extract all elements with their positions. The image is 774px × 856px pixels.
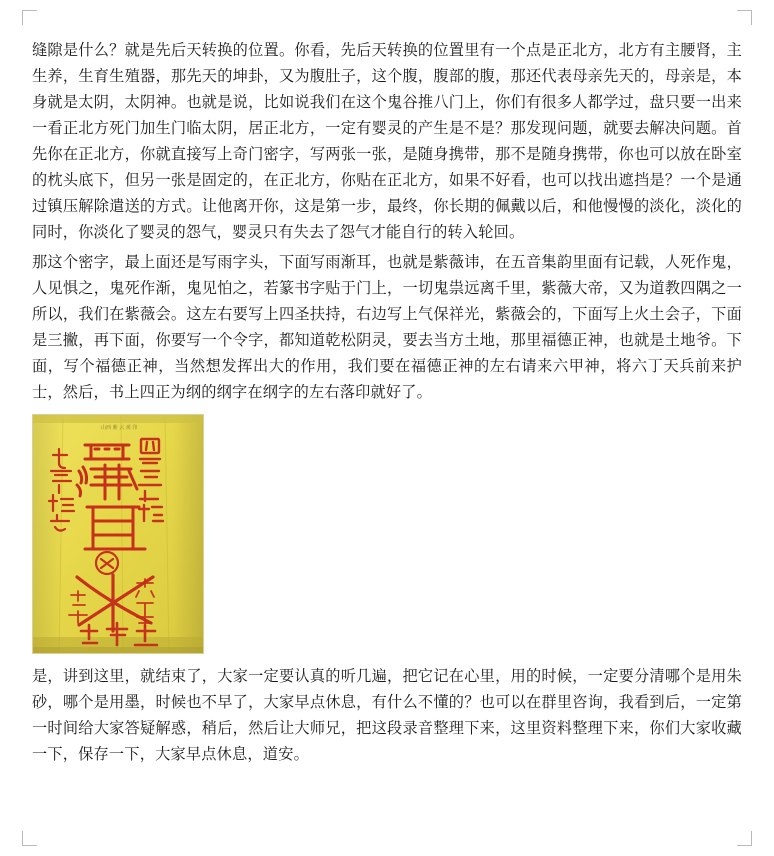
talisman-photo [32, 414, 204, 654]
document-body [32, 38, 742, 772]
svg-text:山西 紫 云 观 印: 山西 紫 云 观 印 [101, 425, 138, 431]
page-corner-mark-top-left [22, 10, 37, 25]
paragraph-3: 是，讲到这里，就结束了，大家一定要认真的听几遍，把它记在心里，用的时候，一定要分清哪个是用朱砂，哪个是用墨，时候也不早了，大家早点休息，有什么不懂的？也可以在群里咨询，我看到后，一定第一时间给大家答疑解惑，稍后，然后让大师兄，把这段录音整理下来，这里资料整理下来，你们大家收藏一下，保存一下，大家早点休息，道安。 [32, 668, 742, 763]
figure-talisman [32, 414, 742, 654]
paragraph-1: 缝隙是什么？就是先后天转换的位置。你看，先后天转换的位置里有一个点是正北方，北方有主腰肾，主生养，生育生殖器，那先天的坤卦，又为腹肚子，这个腹，腹部的腹，那还代表母亲先天的，母亲是，本身就是太阴，太阴神。也就是说，比如说我们在这个鬼谷推八门上，你们有很多人都学过，盘只要一出来一看正北方死门加生门临太阴，居正北方，一定有婴灵的产生是不是？那发现问题，就要去解决问题。首先你在正北方，你就直接写上奇门密字，写两张一张，是随身携带，那不是随身携带，你也可以放在卧室的枕头底下，但另一张是固定的，在正北方，你贴在正北方，如果不好看，也可以找出遮挡是？一个是通过镇压解除遣送的方式。让他离开你，这是第一步，最终，你长期的佩戴以后，和他慢慢的淡化，淡化的同时，你淡化了婴灵的怨气，婴灵只有失去了怨气才能自行的转入轮回。 [32, 42, 742, 241]
page-corner-mark-bottom-left [22, 831, 37, 846]
page-corner-mark-bottom-right [737, 831, 752, 846]
paragraph-2: 那这个密字，最上面还是写雨字头，下面写雨渐耳，也就是紫薇讳，在五音集韵里面有记载，人死作鬼，人见惧之，鬼死作渐，鬼见怕之，若篆书字贴于门上，一切鬼祟远离千里，紫薇大帝，又为道教四隅之一所以，我们在紫薇会。这左右要写上四圣扶持，右边写上气保祥光，紫薇会的，下面写上火土会子，下面是三撇，再下面，你要写一个令字，都知道乾松阴灵，要去当方土地，那里福德正神，也就是土地爷。下面，写个福德正神，当然想发挥出大的作用，我们要在福德正神的左右请来六甲神，将六丁天兵前来护士，然后，书上四正为纲的纲字在纲字的左右落印就好了。 [32, 254, 742, 401]
page-corner-mark-top-right [737, 10, 752, 25]
